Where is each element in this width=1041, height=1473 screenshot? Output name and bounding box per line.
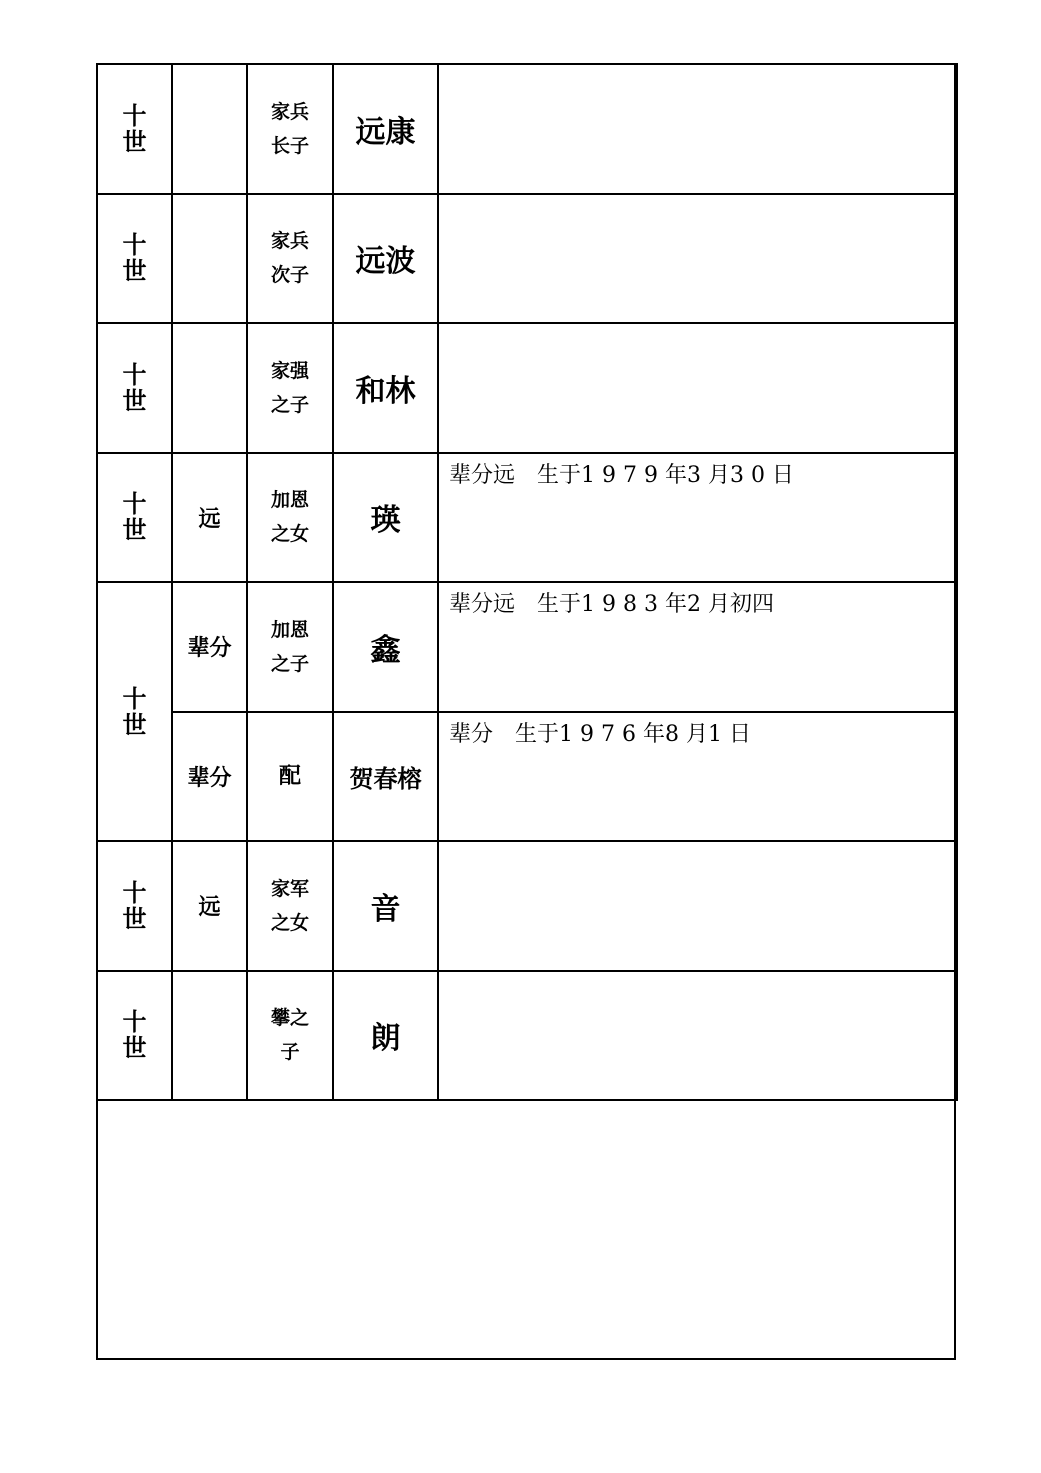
generation-label: 十世 [122, 683, 147, 739]
relation-cell [247, 971, 333, 1101]
table-row [97, 712, 957, 842]
relation-cell [247, 194, 333, 324]
relation-label: 家兵次子 [270, 230, 309, 287]
name-cell [333, 323, 438, 453]
generation-label: 十世 [122, 359, 147, 415]
name-cell [333, 64, 438, 194]
note-cell [438, 841, 957, 971]
generation-cell [97, 841, 172, 971]
person-name: 朗 [370, 1021, 401, 1057]
note-text [439, 195, 956, 199]
person-name: 贺春榕 [349, 763, 422, 793]
person-name: 瑛 [370, 503, 401, 539]
person-name: 音 [370, 891, 401, 927]
relation-label: 加恩之女 [270, 489, 309, 546]
note-cell [438, 453, 957, 583]
generation-cell [97, 194, 172, 324]
generation-label: 十世 [122, 1007, 147, 1063]
blank-notes-area [96, 1099, 956, 1360]
beifen-cell [172, 453, 247, 583]
relation-cell [247, 64, 333, 194]
note-text [439, 972, 956, 976]
name-cell [333, 841, 438, 971]
note-cell [438, 323, 957, 453]
relation-cell [247, 323, 333, 453]
note-cell [438, 194, 957, 324]
beifen-label: 远 [198, 894, 221, 921]
generation-label: 十世 [122, 489, 147, 545]
note-text [439, 842, 956, 846]
relation-cell [247, 582, 333, 712]
beifen-cell [172, 712, 247, 842]
note-text: 辈分远 生于1 9 7 9 年3 月3 0 日 [449, 462, 794, 488]
note-cell [438, 582, 957, 712]
genealogy-table [96, 63, 958, 1101]
note-cell [438, 64, 957, 194]
generation-cell [97, 323, 172, 453]
beifen-label: 远 [198, 505, 221, 532]
generation-cell [97, 453, 172, 583]
beifen-cell [172, 841, 247, 971]
name-cell [333, 582, 438, 712]
relation-cell [247, 841, 333, 971]
generation-label: 十世 [122, 230, 147, 286]
generation-cell [97, 971, 172, 1101]
generation-label: 十世 [122, 100, 147, 156]
person-name: 和林 [355, 373, 416, 409]
name-cell [333, 453, 438, 583]
name-cell [333, 712, 438, 842]
beifen-cell [172, 971, 247, 1101]
relation-cell [247, 453, 333, 583]
beifen-cell [172, 64, 247, 194]
table-row [97, 971, 957, 1101]
note-cell [438, 712, 957, 842]
name-cell [333, 194, 438, 324]
person-name: 远波 [355, 244, 416, 280]
relation-label: 加恩之子 [270, 618, 309, 675]
beifen-cell [172, 323, 247, 453]
relation-label: 家强之子 [270, 359, 309, 416]
person-name: 远康 [355, 114, 416, 150]
generation-cell [97, 64, 172, 194]
beifen-cell [172, 582, 247, 712]
note-text: 辈分远 生于1 9 8 3 年2 月初四 [449, 592, 774, 617]
relation-label: 家军之女 [270, 877, 309, 934]
table-row [97, 194, 957, 324]
beifen-label: 辈分 [187, 635, 232, 662]
name-cell [333, 971, 438, 1101]
note-text [439, 324, 956, 328]
person-name: 鑫 [370, 632, 401, 668]
note-text [439, 65, 956, 69]
table-row [97, 323, 957, 453]
table-row [97, 841, 957, 971]
note-text: 辈分 生于1 9 7 6 年8 月1 日 [449, 721, 751, 747]
relation-cell [247, 712, 333, 842]
table-row [97, 582, 957, 712]
relation-label: 攀之子 [270, 1007, 309, 1064]
note-cell [438, 971, 957, 1101]
generation-cell [97, 582, 172, 841]
table-row [97, 64, 957, 194]
beifen-label: 辈分 [187, 764, 232, 791]
relation-label: 配 [278, 763, 301, 790]
generation-label: 十世 [122, 877, 147, 933]
beifen-cell [172, 194, 247, 324]
table-row [97, 453, 957, 583]
relation-label: 家兵长子 [270, 100, 309, 157]
